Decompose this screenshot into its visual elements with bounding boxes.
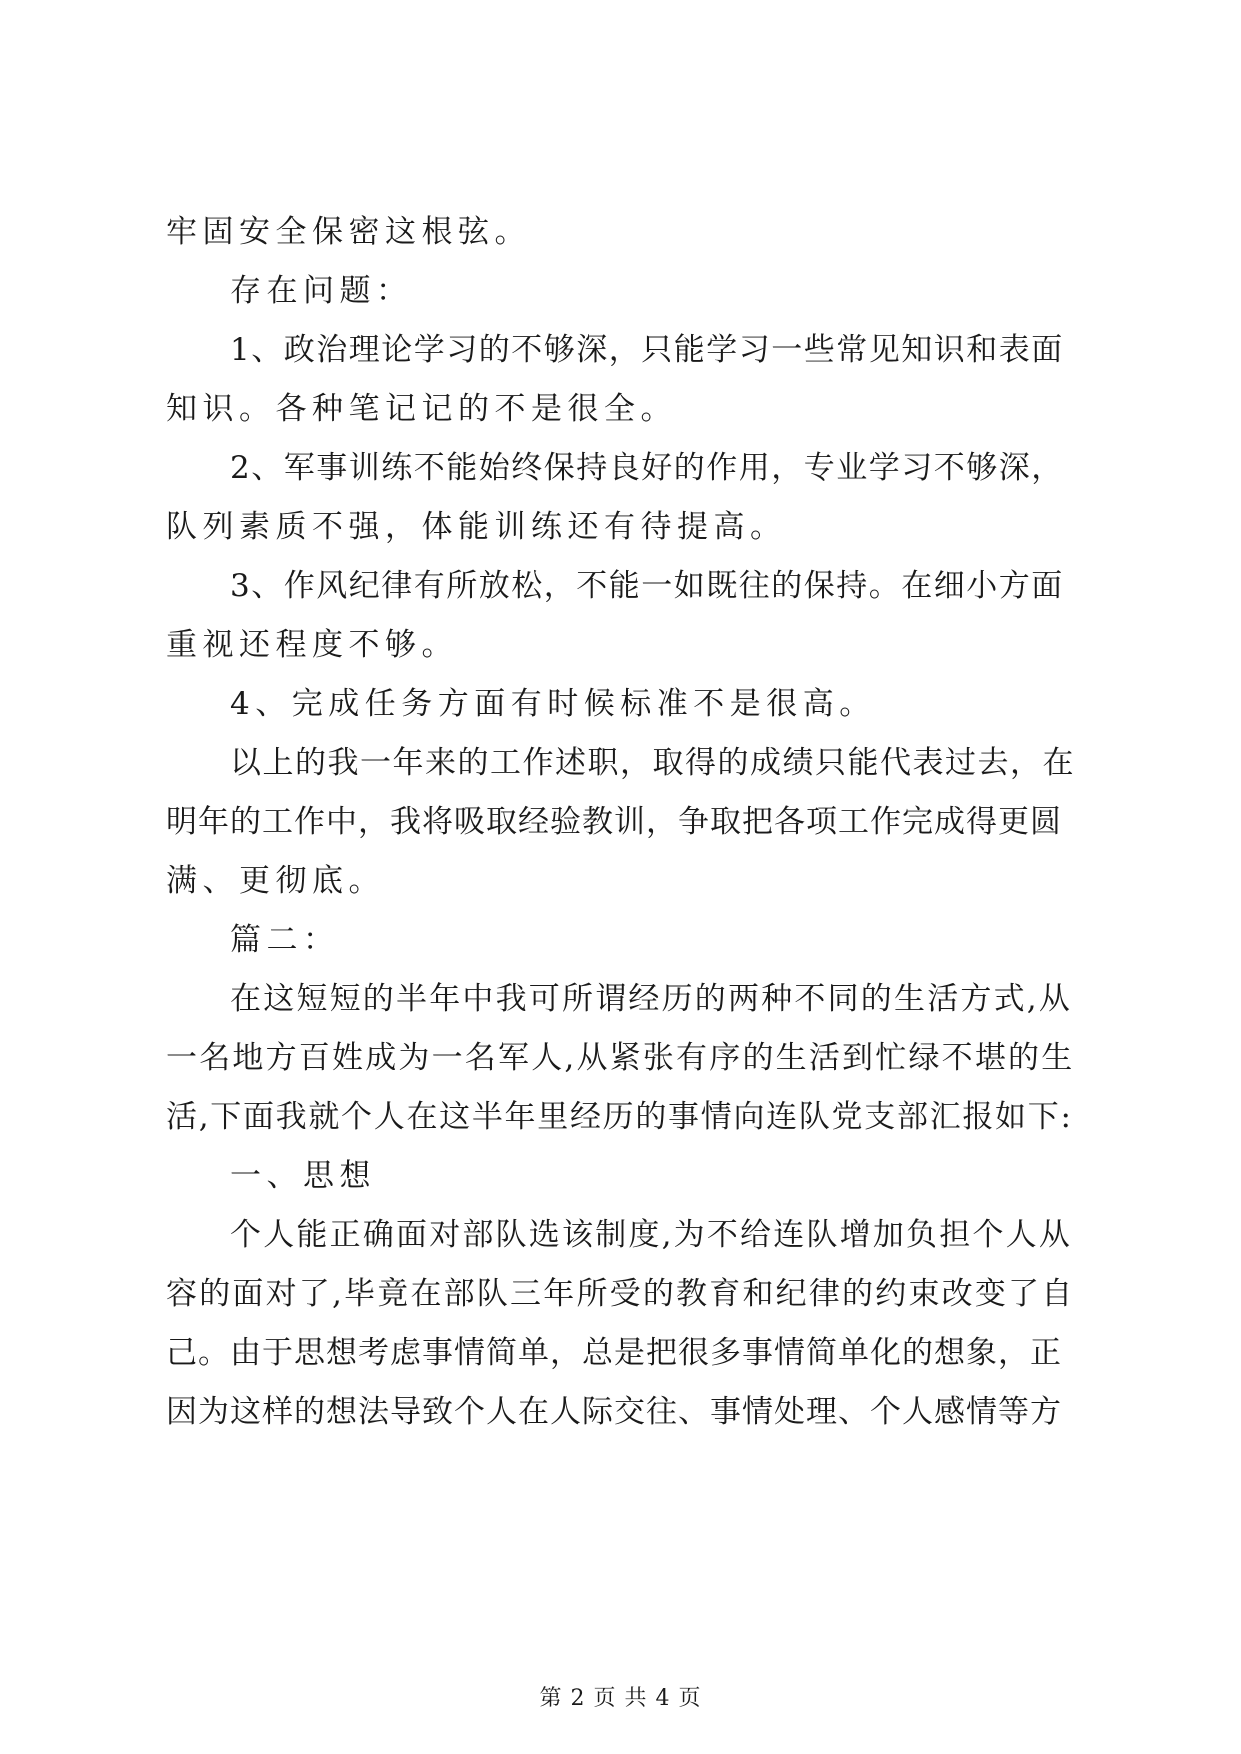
text-line: 满、更彻底。 [166,863,385,899]
text-line: 个人能正确面对部队选该制度,为不给连队增加负担个人从 [230,1217,1073,1253]
text-line: 存在问题： [230,273,413,309]
text-line: 1、政治理论学习的不够深，只能学习一些常见知识和表面 [230,332,1064,368]
text-line: 3、作风纪律有所放松，不能一如既往的保持。在细小方面 [230,568,1064,604]
text-line: 在这短短的半年中我可所谓经历的两种不同的生活方式,从 [230,981,1073,1017]
text-line: 因为这样的想法导致个人在人际交往、事情处理、个人感情等方 [166,1394,1062,1430]
text-line: 容的面对了,毕竟在部队三年所受的教育和纪律的约束改变了自 [166,1276,1075,1312]
text-line: 一名地方百姓成为一名军人,从紧张有序的生活到忙绿不堪的生 [166,1040,1075,1076]
text-line: 知识。各种笔记记的不是很全。 [166,391,677,427]
text-line: 4、完成任务方面有时候标准不是很高。 [230,686,876,722]
text-line: 2、军事训练不能始终保持良好的作用，专业学习不够深， [230,450,1064,486]
text-line: 重视还程度不够。 [166,627,458,663]
text-line: 己。由于思想考虑事情简单，总是把很多事情简单化的想象，正 [166,1335,1062,1371]
text-line: 牢固安全保密这根弦。 [166,214,531,250]
text-line: 队列素质不强，体能训练还有待提高。 [166,509,787,545]
section-heading: 篇二： [230,922,340,958]
text-line: 以上的我一年来的工作述职，取得的成绩只能代表过去，在 [230,745,1075,781]
page-number-footer: 第 2 页 共 4 页 [539,1686,702,1711]
text-line: 明年的工作中，我将吸取经验教训，争取把各项工作完成得更圆 [166,804,1062,840]
text-line: 活,下面我就个人在这半年里经历的事情向连队党支部汇报如下: [166,1099,1073,1135]
section-heading: 一、思想 [230,1158,376,1194]
